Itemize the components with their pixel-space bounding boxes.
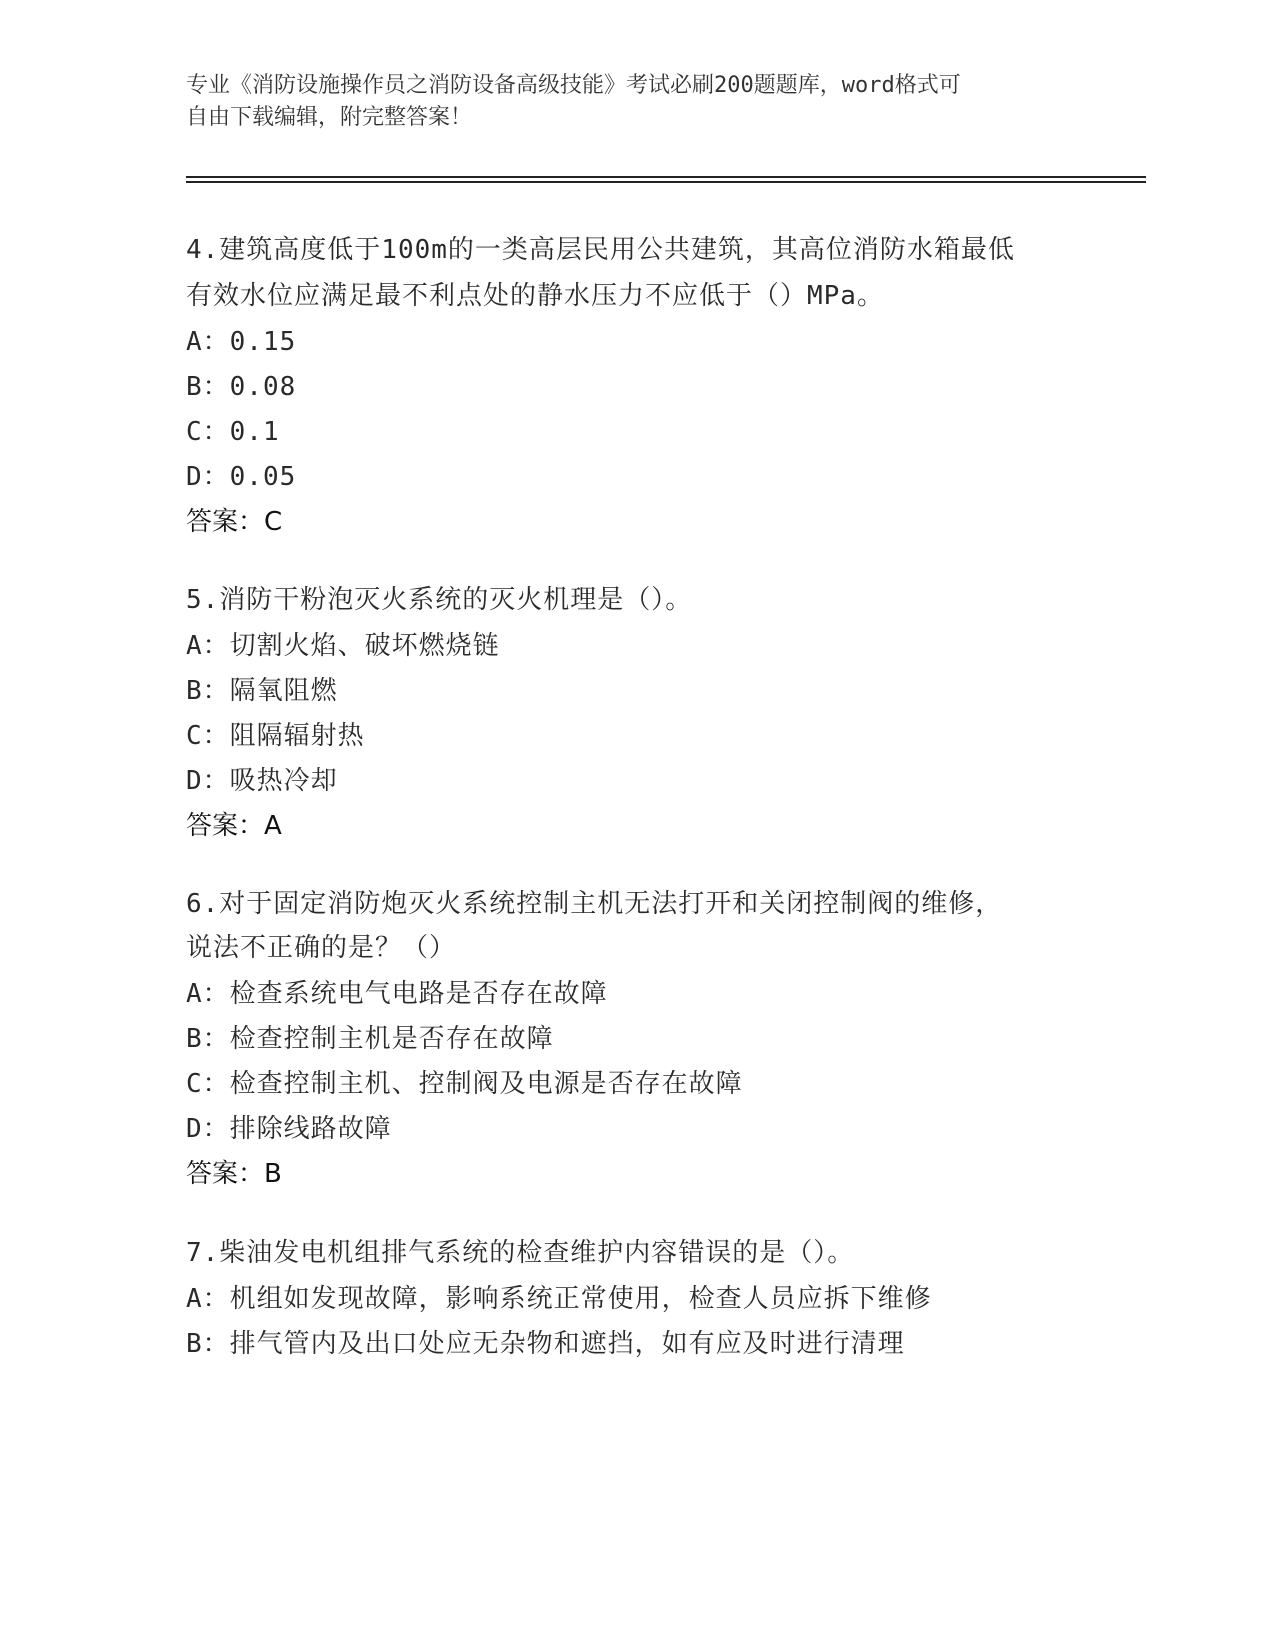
option-a: A：机组如发现故障，影响系统正常使用，检查人员应拆下维修 <box>186 1284 932 1314</box>
answer-label: 答案：C <box>186 507 283 537</box>
header-line-1: 专业《消防设施操作员之消防设备高级技能》考试必刷200题题库，word格式可 <box>186 73 961 98</box>
option-d: D：排除线路故障 <box>186 1114 392 1144</box>
option-d: D：吸热冷却 <box>186 766 338 796</box>
question-stem-line: 说法不正确的是？（） <box>186 933 457 963</box>
option-b: B：0.08 <box>186 372 297 402</box>
option-d: D：0.05 <box>186 462 297 492</box>
question-stem-line: 7.柴油发电机组排气系统的检查维护内容错误的是（）。 <box>186 1238 855 1268</box>
option-c: C：检查控制主机、控制阀及电源是否存在故障 <box>186 1069 743 1099</box>
question-stem-line: 4.建筑高度低于100m的一类高层民用公共建筑，其高位消防水箱最低 <box>186 235 1015 265</box>
option-a: A：切割火焰、破坏燃烧链 <box>186 631 500 661</box>
question-5 <box>186 576 1086 849</box>
question-stem-line: 5.消防干粉泡灭火系统的灭火机理是（）。 <box>186 585 693 615</box>
question-stem-line: 6.对于固定消防炮灭火系统控制主机无法打开和关闭控制阀的维修， <box>186 889 1003 919</box>
question-4 <box>186 226 1086 545</box>
option-b: B：检查控制主机是否存在故障 <box>186 1024 554 1054</box>
option-a: A：检查系统电气电路是否存在故障 <box>186 979 608 1009</box>
answer-label: 答案：B <box>186 1159 282 1189</box>
document-header <box>186 70 1066 134</box>
header-divider-top <box>186 176 1146 178</box>
option-a: A：0.15 <box>186 327 297 357</box>
option-b: B：排气管内及出口处应无杂物和遮挡，如有应及时进行清理 <box>186 1329 905 1359</box>
option-c: C：0.1 <box>186 417 280 447</box>
option-c: C：阻隔辐射热 <box>186 721 365 751</box>
question-7 <box>186 1229 1086 1367</box>
answer-label: 答案：A <box>186 811 282 841</box>
question-stem-line: 有效水位应满足最不利点处的静水压力不应低于（）MPa。 <box>186 281 884 311</box>
question-6 <box>186 880 1086 1197</box>
option-b: B：隔氧阻燃 <box>186 676 338 706</box>
header-line-2: 自由下载编辑，附完整答案！ <box>186 105 473 130</box>
header-divider-bottom <box>186 181 1146 183</box>
